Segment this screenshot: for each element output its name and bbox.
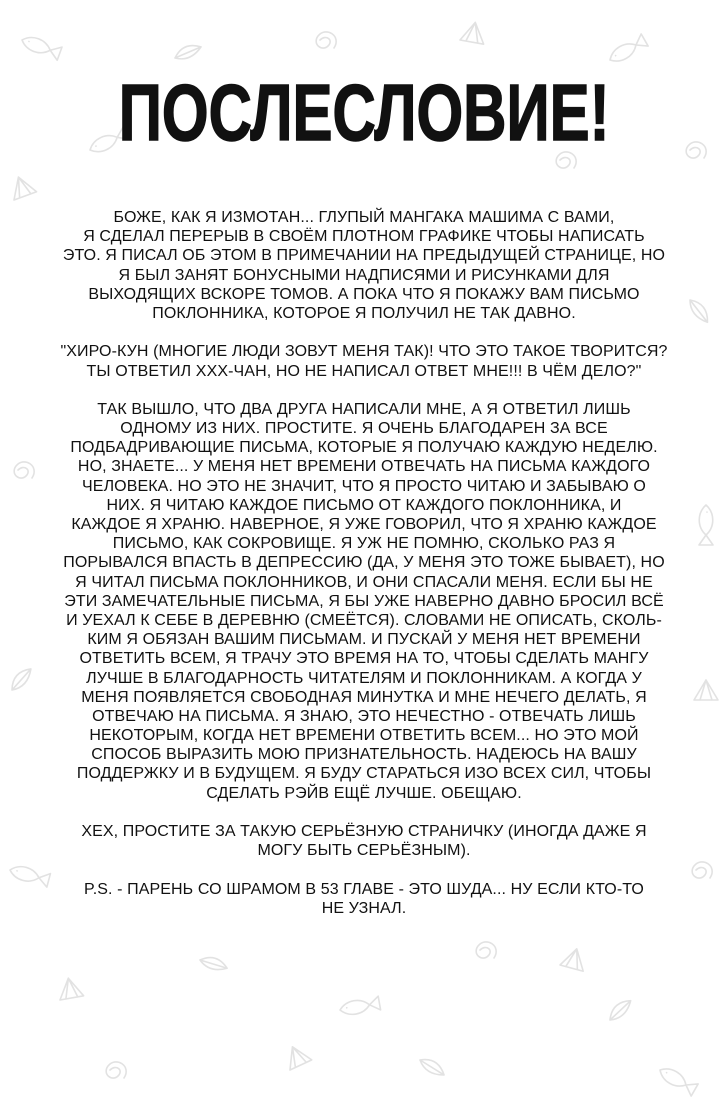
text-line: МЕНЯ ПОЯВЛЯЕТСЯ СВОБОДНАЯ МИНУТКА И МНЕ НЕЧЕГО ДЕЛАТЬ, Я xyxy=(81,688,647,706)
text-line: ХЕХ, ПРОСТИТЕ ЗА ТАКУЮ СЕРЬЁЗНУЮ СТРАНИЧКУ (ИНОГДА ДАЖЕ Я xyxy=(81,823,647,840)
text-line: Я БЫЛ ЗАНЯТ БОНУСНЫМИ НАДПИСЯМИ И РИСУНКАМИ ДЛЯ xyxy=(118,266,610,284)
doodle-fish xyxy=(607,34,649,66)
text-line: ЧЕЛОВЕКА. НО ЭТО НЕ ЗНАЧИТ, ЧТО Я ПРОСТО ЧИТАЮ И ЗАБЫВАЮ О xyxy=(82,477,646,495)
text-line: ОТВЕТИТЬ ВСЕМ, Я ТРАЧУ ЭТО ВРЕМЯ НА ТО, ЧТОБЫ СДЕЛАТЬ МАНГУ xyxy=(79,650,649,668)
doodle-leaf xyxy=(199,953,229,975)
text-line: БОЖЕ, КАК Я ИЗМОТАН... ГЛУПЫЙ МАНГАКА МАШИМА С ВАМИ, xyxy=(113,209,615,226)
doodle-leaf xyxy=(605,997,634,1022)
text-line: ОТВЕЧАЮ НА ПИСЬМА. Я ЗНАЮ, ЭТО НЕЧЕСТНО - ОТВЕЧАТЬ ЛИШЬ xyxy=(92,707,636,725)
afterword-paragraph-fan-letter xyxy=(0,342,728,380)
doodle-fish xyxy=(339,996,381,1017)
text-line: Я ЧИТАЛ ПИСЬМА ПОКЛОННИКОВ, И ОНИ СПАСАЛИ МЕНЯ. ЕСЛИ БЫ НЕ xyxy=(75,573,653,591)
text-line: ЭТИ ЗАМЕЧАТЕЛЬНЫЕ ПИСЬМА, Я БЫ УЖЕ НАВЕРНО ДАВНО БРОСИЛ ВСЁ xyxy=(64,592,664,610)
doodle-shell xyxy=(282,1042,312,1070)
text-line: ПОРЫВАЛСЯ ВПАСТЬ В ДЕПРЕССИЮ (ДА, У МЕНЯ ЭТО ТОЖЕ БЫВАЕТ), НО xyxy=(63,554,665,572)
afterword-paragraph-postscript xyxy=(0,880,728,918)
text-line: P.S. - ПАРЕНЬ СО ШРАМОМ В 53 ГЛАВЕ - ЭТО ШУДА... НУ ЕСЛИ КТО-ТО xyxy=(84,880,644,898)
text-line: "ХИРО-КУН (МНОГИЕ ЛЮДИ ЗОВУТ МЕНЯ ТАК)! ЧТО ЭТО ТАКОЕ ТВОРИТСЯ? xyxy=(60,343,668,361)
afterword-paragraph-intro xyxy=(0,208,728,323)
doodle-shell xyxy=(560,946,588,972)
text-line: ТЫ ОТВЕТИЛ ХХХ-ЧАН, НО НЕ НАПИСАЛ ОТВЕТ МНЕ!!! В ЧЁМ ДЕЛО?" xyxy=(86,362,642,380)
text-line: НИХ. Я ЧИТАЮ КАЖДОЕ ПИСЬМО ОТ КАЖДОГО ПОКЛОННИКА, И xyxy=(106,496,622,514)
text-line: НЕКОТОРЫМ, КОГДА НЕТ ВРЕМЕНИ ОТВЕТИТЬ ВСЕМ... НО ЭТО МОЙ xyxy=(89,727,639,745)
text-line: ПОКЛОННИКА, КОТОРОЕ Я ПОЛУЧИЛ НЕ ТАК ДАВНО. xyxy=(152,304,576,322)
page-title: ПОСЛЕСЛОВИЕ! xyxy=(118,68,610,157)
text-line: НО, ЗНАЕТЕ... У МЕНЯ НЕТ ВРЕМЕНИ ОТВЕЧАТЬ НА ПИСЬМА КАЖДОГО xyxy=(77,458,651,476)
doodle-shell xyxy=(57,976,84,1000)
doodle-leaf xyxy=(418,1054,447,1081)
text-line: ПОДБАДРИВАЮЩИЕ ПИСЬМА, КОТОРЫЕ Я ПОЛУЧАЮ КАЖДУЮ НЕДЕЛЮ. xyxy=(70,439,658,457)
doodle-fish xyxy=(657,1064,699,1096)
doodle-swirl xyxy=(316,32,336,48)
text-line: И УЕХАЛ К СЕБЕ В ДЕРЕВНЮ (СМЕЁТСЯ). СЛОВАМИ НЕ ОПИСАТЬ, СКОЛЬ- xyxy=(66,611,662,629)
doodle-fish xyxy=(20,33,62,60)
afterword-body xyxy=(0,208,728,937)
text-line: ЛУЧШЕ В БЛАГОДАРНОСТЬ ЧИТАТЕЛЯМ И ПОКЛОННИКАМ. А КОГДА У xyxy=(86,669,642,687)
afterword-paragraph-apology xyxy=(0,822,728,860)
doodle-swirl xyxy=(476,942,496,958)
page-title-wrap xyxy=(0,68,728,157)
text-line: Я СДЕЛАЛ ПЕРЕРЫВ В СВОЁМ ПЛОТНОМ ГРАФИКЕ ЧТОБЫ НАПИСАТЬ xyxy=(83,228,645,246)
doodle-shell xyxy=(460,20,487,44)
text-line: ОДНОМУ ИЗ НИХ. ПРОСТИТЕ. Я ОЧЕНЬ БЛАГОДАРЕН ЗА ВСЕ xyxy=(120,420,608,438)
afterword-paragraph-reply xyxy=(0,400,728,803)
text-line: ЭТО. Я ПИСАЛ ОБ ЭТОМ В ПРИМЕЧАНИИ НА ПРЕДЫДУЩЕЙ СТРАНИЦЕ, НО xyxy=(62,247,666,265)
text-line: ПИСЬМО, КАК СОКРОВИЩЕ. Я УЖ НЕ ПОМНЮ, СКОЛЬКО РАЗ Я xyxy=(112,535,616,553)
text-line: ПОДДЕРЖКУ И В БУДУЩЕМ. Я БУДУ СТАРАТЬСЯ ИЗО ВСЕХ СИЛ, ЧТОБЫ xyxy=(76,765,652,783)
text-line: СДЕЛАТЬ РЭЙВ ЕЩЁ ЛУЧШЕ. ОБЕЩАЮ. xyxy=(206,784,522,802)
text-line: КАЖДОЕ Я ХРАНЮ. НАВЕРНОЕ, Я УЖЕ ГОВОРИЛ, ЧТО Я ХРАНЮ КАЖДОЕ xyxy=(71,516,657,533)
text-line: СПОСОБ ВЫРАЗИТЬ МОЮ ПРИЗНАТЕЛЬНОСТЬ. НАДЕЮСЬ НА ВАШУ xyxy=(91,746,637,764)
text-line: КИМ Я ОБЯЗАН ВАШИМ ПИСЬМАМ. И ПУСКАЙ У МЕНЯ НЕТ ВРЕМЕНИ xyxy=(87,631,641,649)
text-line: ВЫХОДЯЩИХ ВСКОРЕ ТОМОВ. А ПОКА ЧТО Я ПОКАЖУ ВАМ ПИСЬМО xyxy=(88,285,640,303)
text-line: НЕ УЗНАЛ. xyxy=(321,899,407,917)
doodle-swirl xyxy=(106,1062,126,1078)
text-line: МОГУ БЫТЬ СЕРЬЁЗНЫМ). xyxy=(257,842,471,860)
doodle-shell xyxy=(7,173,36,200)
text-line: ТАК ВЫШЛО, ЧТО ДВА ДРУГА НАПИСАЛИ МНЕ, А Я ОТВЕТИЛ ЛИШЬ xyxy=(97,400,631,418)
doodle-leaf xyxy=(173,43,203,61)
